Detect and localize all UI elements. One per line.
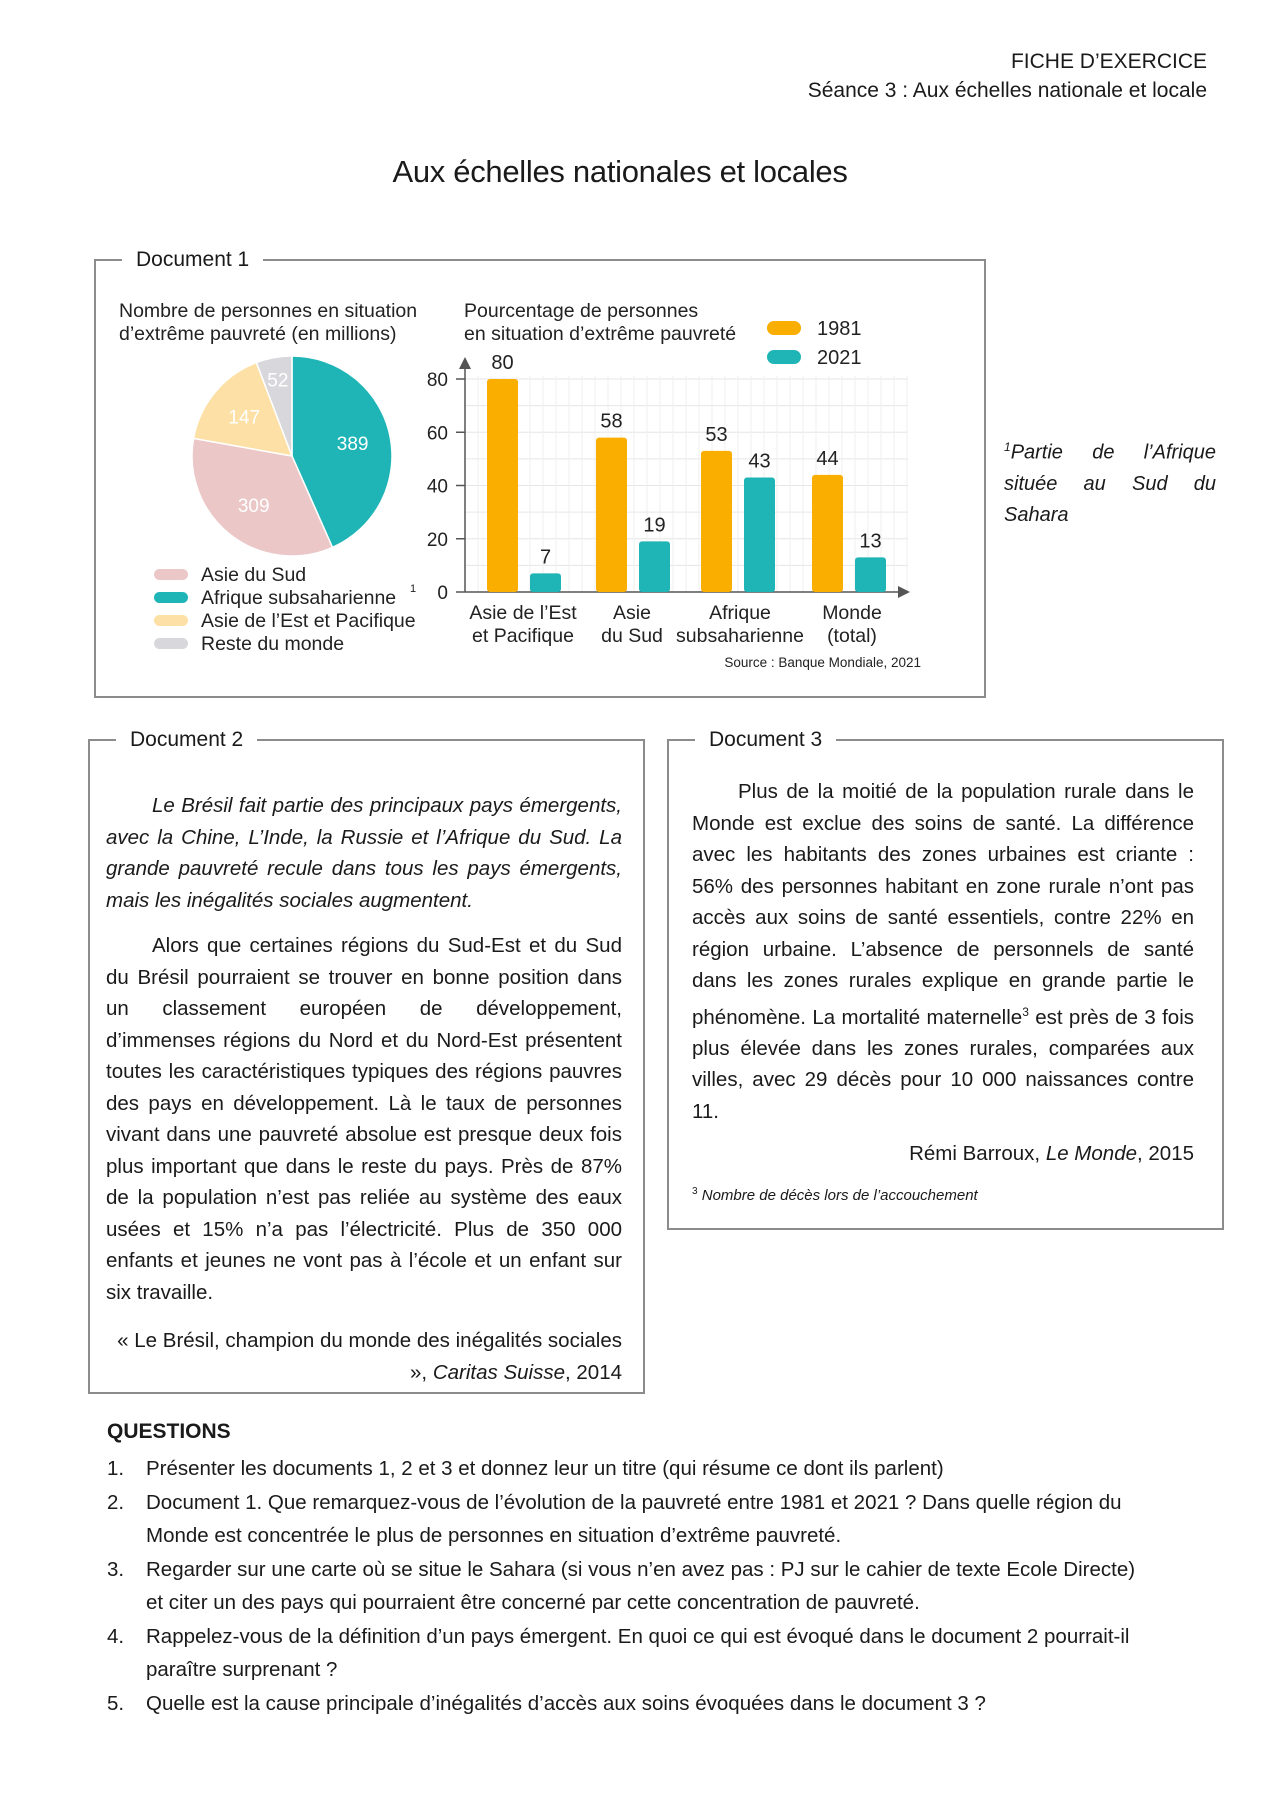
bar-1981-3	[812, 475, 843, 592]
question-number: 5.	[107, 1691, 125, 1715]
header-fiche: FICHE D’EXERCICE	[1010, 50, 1207, 73]
bar-data-label: 53	[705, 423, 728, 446]
bar-category-label: Afrique	[709, 602, 771, 624]
document-3-body	[692, 776, 1194, 1127]
question-item	[107, 1553, 1137, 1620]
bar-2021-2	[744, 478, 775, 592]
footnote-3-marker: 3	[692, 1186, 698, 1197]
bar-y-tick-label: 40	[426, 476, 448, 498]
bar-legend-swatch	[767, 350, 801, 364]
pie-legend-swatch	[154, 592, 188, 603]
document-1-footnote	[1004, 432, 1216, 531]
pie-value-label-3: 52	[267, 370, 289, 392]
document-1-label: Document 1	[122, 247, 263, 273]
bar-x-axis-arrow	[898, 586, 910, 598]
bar-category-label: Asie	[613, 602, 651, 624]
bar-category-label: et Pacifique	[472, 625, 574, 647]
question-text: Rappelez-vous de la définition d’un pays émergent. En quoi ce qui est évoqué dans le document 2 pourrait-il paraître surprenant ?	[146, 1624, 1130, 1681]
bar-y-tick-label: 0	[437, 583, 448, 604]
question-text: Document 1. Que remarquez-vous de l’évolution de la pauvreté entre 1981 et 2021 ? Dans quelle région du Monde est concentrée le plus de personnes en situation d’extrême pauvreté.	[146, 1490, 1122, 1547]
document-2-source-year: , 2014	[565, 1360, 622, 1384]
bar-1981-2	[701, 451, 732, 592]
question-number: 2.	[107, 1490, 125, 1514]
document-2-source-text: « Le Brésil, champion du monde des inégalités sociales »,	[117, 1329, 622, 1384]
bar-legend-swatch	[767, 321, 801, 335]
bar-y-axis-arrow	[459, 357, 471, 369]
bar-category-label: Asie de l’Est	[469, 602, 577, 624]
question-text: Présenter les documents 1, 2 et 3 et donnez leur un titre (qui résume ce dont ils parlent)	[146, 1457, 944, 1480]
document-3-footnote	[692, 1186, 978, 1204]
document-2-label: Document 2	[116, 727, 257, 753]
question-number: 3.	[107, 1557, 125, 1581]
footnote-1-text: Partie de l’Afrique située au Sud du Sahara	[1004, 441, 1216, 526]
question-item	[107, 1452, 1137, 1486]
document-3-label: Document 3	[695, 727, 836, 753]
header-seance: Séance 3 : Aux échelles nationale et locale	[807, 79, 1207, 102]
footnote-3-text: Nombre de décès lors de l’accouchement	[697, 1187, 978, 1204]
bar-data-label: 80	[491, 352, 514, 374]
bar-category-label: (total)	[827, 625, 877, 647]
pie-legend-swatch	[154, 615, 188, 626]
question-text: Quelle est la cause principale d’inégalités d’accès aux soins évoquées dans le document 3 ?	[146, 1691, 986, 1715]
pie-legend-swatch	[154, 638, 188, 649]
bar-1981-0	[487, 379, 518, 592]
chart-source: Source : Banque Mondiale, 2021	[724, 655, 921, 670]
document-2-intro: Le Brésil fait partie des principaux pays émergents, avec la Chine, L’Inde, la Russie et l’Afrique du Sud. La grande pauvreté recule dans tous les pays émergents, mais les inégalités sociales augmentent.	[106, 794, 622, 912]
pie-legend-sup: 1	[410, 583, 417, 595]
bar-y-tick-label: 20	[426, 529, 448, 551]
bar-1981-1	[596, 438, 627, 592]
pie-title-line1: Nombre de personnes en situation	[119, 300, 418, 322]
question-number: 4.	[107, 1624, 125, 1648]
bar-title-line2: en situation d’extrême pauvreté	[464, 323, 737, 345]
questions-title: QUESTIONS	[107, 1420, 231, 1443]
pie-value-label-1: 309	[237, 495, 270, 517]
pie-legend-label: Asie du Sud	[201, 564, 307, 586]
pie-legend-label: Reste du monde	[201, 633, 345, 655]
questions-list	[107, 1452, 1137, 1720]
document-3-body-part1: Plus de la moitié de la population rurale dans le Monde est exclue des soins de santé. La différence avec les habitants des zones urbaines est criante : 56% des personnes habitant en zone rurale n’ont pas accès aux soins de santé essentiels, contre 22% en région urbaine. L’absence de personnels de santé dans les zones rurales explique en grande partie le phénomène. La mortalité maternelle	[692, 780, 1194, 1029]
bar-2021-0	[530, 573, 561, 592]
document-2-body: Alors que certaines régions du Sud-Est et du Sud du Brésil pourraient se trouver en bonne position dans un classement européen de développement, d’immenses régions du Nord et du Nord-Est présentent toutes les caractéristiques typiques des régions pauvres des pays en développement. Là le taux de personnes vivant dans une pauvreté absolue est presque deux fois plus important que dans le reste du pays. Près de 87% de la population n’est pas reliée au système des eaux usées et 15% n’a pas l’électricité. Plus de 350 000 enfants et jeunes ne vont pas à l’école et un enfant sur six travaille.	[106, 934, 622, 1304]
bar-data-label: 43	[748, 450, 771, 473]
document-3-source-pub: Le Monde	[1045, 1142, 1137, 1165]
document-2-source-pub: Caritas Suisse	[432, 1360, 565, 1384]
bar-legend-label: 1981	[817, 318, 862, 340]
bar-category-label: subsaharienne	[676, 625, 804, 647]
pie-value-label-0: 389	[336, 434, 369, 456]
bar-data-label: 13	[859, 530, 882, 553]
pie-title-line2: d’extrême pauvreté (en millions)	[119, 323, 397, 345]
question-item	[107, 1687, 1137, 1721]
pie-slices	[192, 356, 392, 556]
document-3-source-author: Rémi Barroux,	[909, 1142, 1046, 1165]
bar-legend-label: 2021	[817, 347, 862, 369]
document-3-source-year: , 2015	[1137, 1142, 1194, 1165]
pie-legend	[154, 564, 416, 655]
pie-legend-label: Afrique subsaharienne	[201, 587, 397, 609]
bar-data-label: 19	[643, 514, 666, 537]
question-item	[107, 1486, 1137, 1553]
bar-data-label: 58	[600, 410, 623, 433]
page-title: Aux échelles nationales et locales	[392, 154, 848, 189]
pie-legend-swatch	[154, 569, 188, 580]
question-text: Regarder sur une carte où se situe le Sahara (si vous n’en avez pas : PJ sur le cahier de texte Ecole Directe) et citer un des pays qui pourraient être concerné par cette concentration de pauvreté.	[146, 1557, 1136, 1614]
question-item	[107, 1620, 1137, 1687]
bar-y-tick-label: 80	[426, 370, 448, 391]
question-number: 1.	[107, 1457, 125, 1480]
bar-data-label: 44	[816, 447, 839, 470]
bar-2021-3	[855, 557, 886, 592]
document-3-body-sup: 3	[1022, 1004, 1029, 1019]
bar-data-label: 7	[539, 546, 552, 569]
document-2-source	[106, 1325, 622, 1388]
bar-legend	[767, 318, 862, 369]
bar-title-line1: Pourcentage de personnes	[464, 300, 699, 322]
document-3-source	[692, 1138, 1194, 1170]
bar-2021-1	[639, 541, 670, 592]
document-3-body-part2: est près de 3 fois plus élevée dans les zones rurales, comparées aux villes, avec 29 décès pour 10 000 naissances contre 11.	[692, 1005, 1194, 1123]
pie-value-label-2: 147	[228, 407, 261, 429]
pie-legend-label: Asie de l’Est et Pacifique	[201, 610, 416, 632]
footnote-1-marker: 1	[1004, 440, 1011, 454]
bar-category-label: Monde	[822, 602, 882, 624]
bar-y-tick-label: 60	[426, 423, 448, 445]
bar-category-labels	[469, 602, 881, 647]
document-1-charts	[0, 0, 1000, 720]
bar-category-label: du Sud	[601, 625, 663, 647]
